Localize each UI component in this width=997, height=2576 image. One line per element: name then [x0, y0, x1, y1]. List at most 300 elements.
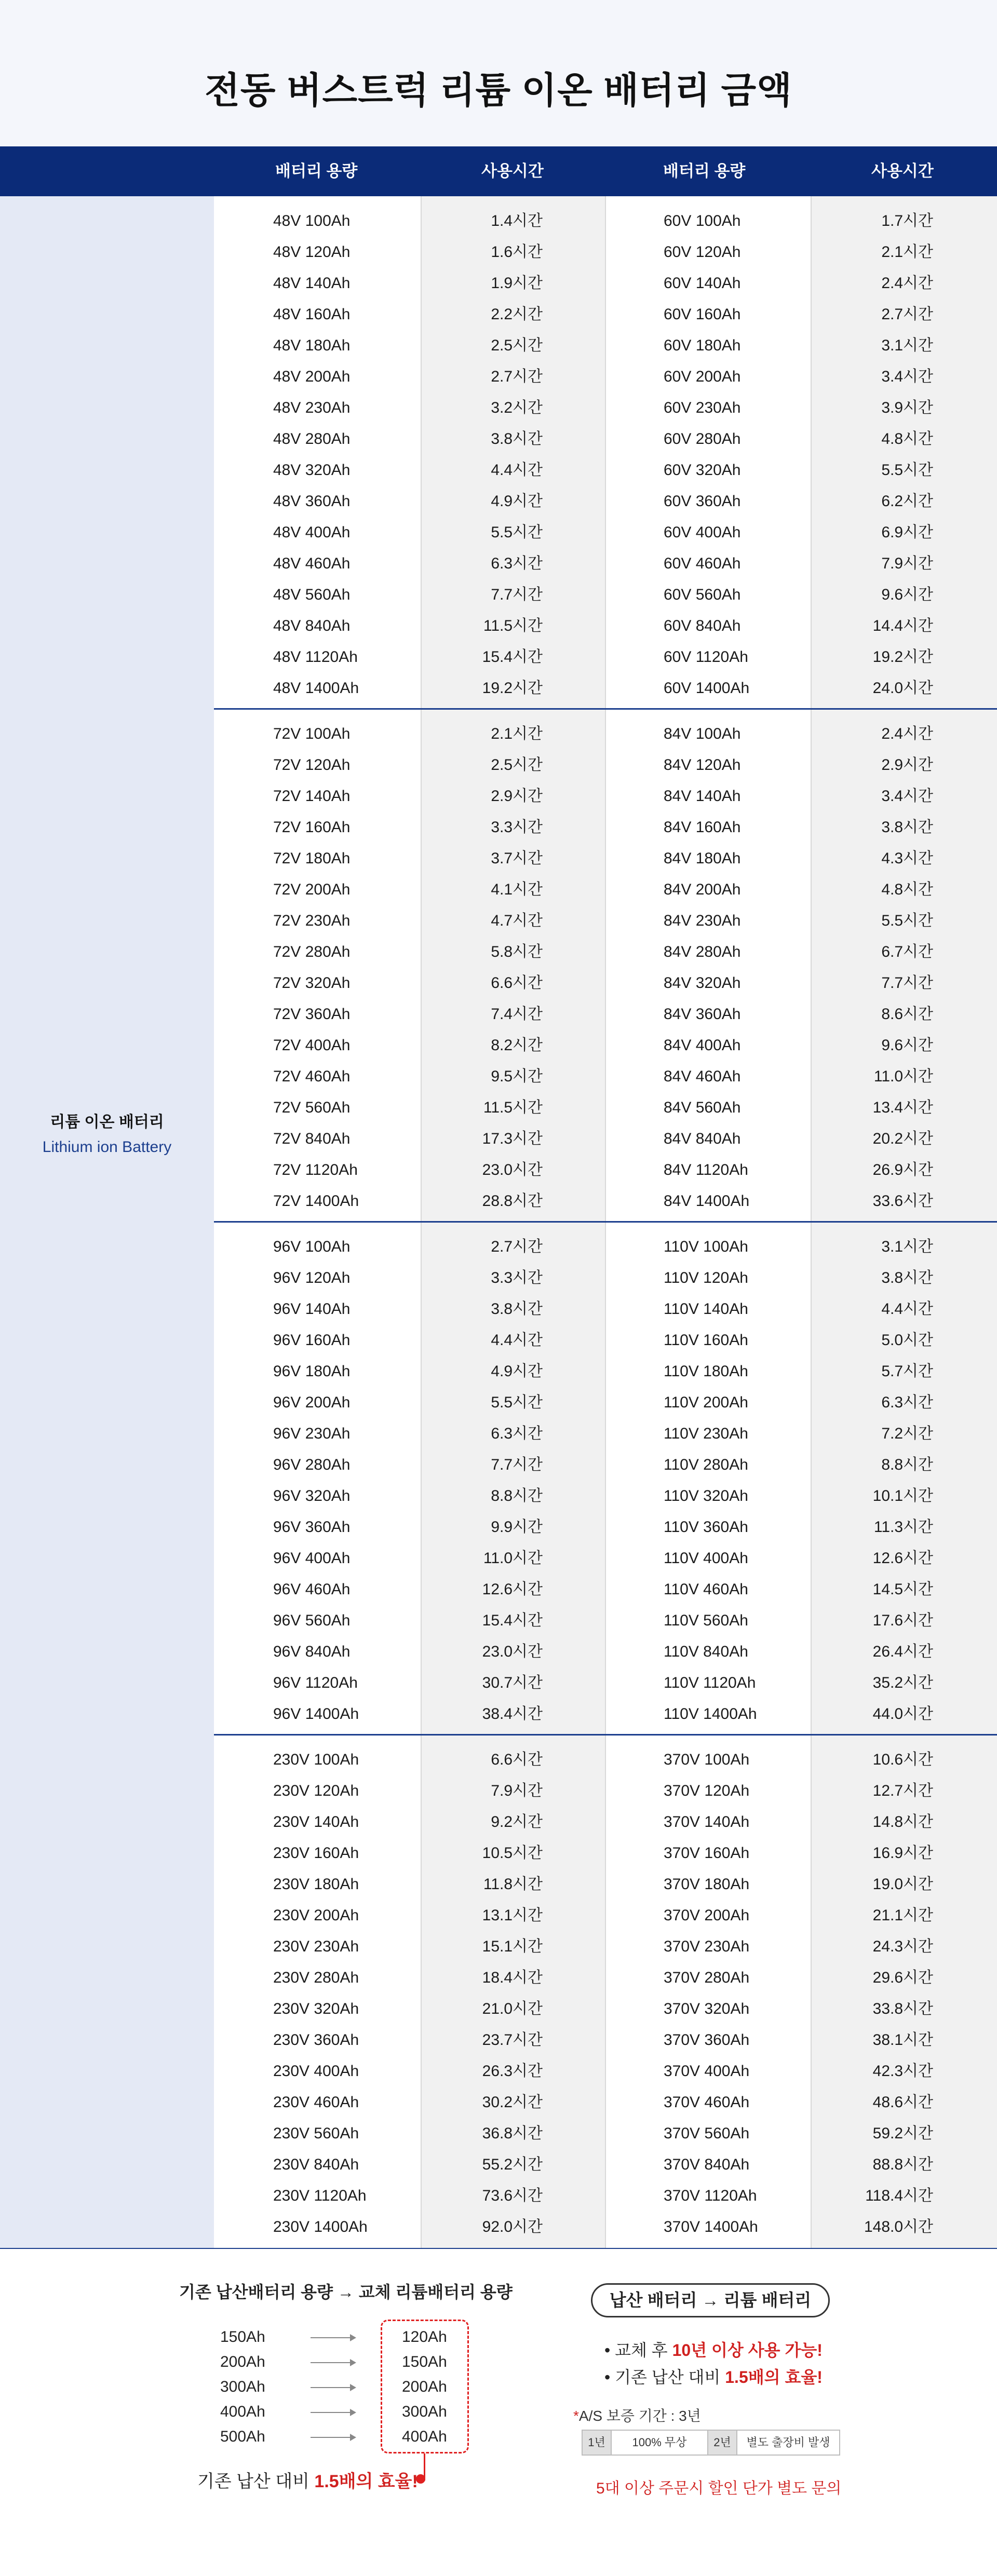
table-header: [0, 146, 997, 196]
battery-capacity-cell: 48V 460Ah: [273, 555, 351, 572]
battery-capacity-cell: 84V 140Ah: [664, 788, 741, 805]
battery-capacity-cell: 60V 1120Ah: [664, 648, 748, 666]
battery-capacity-cell: 60V 100Ah: [664, 212, 741, 229]
battery-capacity-cell: 72V 460Ah: [273, 1068, 351, 1085]
lead-acid-capacity: 400Ah: [220, 2403, 265, 2420]
usage-time-cell: 8.8시간: [881, 1456, 933, 1473]
usage-time-cell: 12.6시간: [872, 1550, 933, 1567]
usage-time-cell: 2.4시간: [881, 725, 933, 742]
battery-capacity-cell: 110V 560Ah: [664, 1612, 748, 1629]
usage-time-cell: 36.8시간: [482, 2125, 543, 2142]
usage-time-cell: 11.8시간: [483, 1876, 543, 1893]
battery-capacity-cell: 370V 280Ah: [664, 1969, 750, 1986]
page-title: 전동 버스트럭 리튬 이온 배터리 금액: [205, 70, 792, 111]
battery-capacity-cell: 84V 560Ah: [664, 1099, 741, 1116]
battery-capacity-cell: 72V 560Ah: [273, 1099, 351, 1116]
usage-time-cell: 7.7시간: [491, 1456, 543, 1473]
battery-capacity-cell: 230V 1400Ah: [273, 2218, 368, 2235]
battery-capacity-cell: 110V 360Ah: [664, 1519, 748, 1536]
battery-capacity-cell: 96V 400Ah: [273, 1550, 351, 1567]
battery-capacity-cell: 110V 400Ah: [664, 1550, 748, 1567]
usage-time-cell: 24.3시간: [872, 1938, 933, 1955]
usage-time-cell: 26.4시간: [872, 1643, 933, 1660]
battery-capacity-cell: 60V 200Ah: [664, 368, 741, 385]
battery-capacity-cell: 96V 460Ah: [273, 1581, 351, 1598]
usage-time-cell: 3.7시간: [491, 850, 543, 867]
battery-capacity-cell: 370V 180Ah: [664, 1876, 750, 1893]
usage-time-cell: 6.6시간: [491, 974, 543, 992]
group-separator: [214, 708, 997, 710]
usage-time-cell: 14.4시간: [872, 617, 933, 634]
battery-capacity-cell: 72V 200Ah: [273, 881, 351, 898]
battery-capacity-cell: 84V 280Ah: [664, 943, 741, 960]
usage-time-cell: 23.0시간: [482, 1161, 543, 1178]
lead-acid-capacity: 150Ah: [220, 2328, 265, 2345]
usage-time-cell: 15.4시간: [482, 1612, 543, 1629]
usage-time-cell: 14.5시간: [872, 1581, 933, 1598]
usage-time-cell: 7.4시간: [491, 1006, 543, 1023]
battery-capacity-cell: 48V 160Ah: [273, 306, 351, 323]
battery-capacity-cell: 60V 560Ah: [664, 586, 741, 603]
usage-time-cell: 35.2시간: [872, 1674, 933, 1691]
column-divider: [605, 196, 606, 2249]
usage-time-cell: 92.0시간: [482, 2218, 543, 2235]
battery-capacity-cell: 230V 160Ah: [273, 1845, 359, 1862]
warranty-paid: 별도 출장비 발생: [746, 2436, 830, 2449]
battery-capacity-cell: 110V 1400Ah: [664, 1705, 757, 1723]
battery-capacity-cell: 96V 840Ah: [273, 1643, 351, 1660]
side-label-ko: 리튬 이온 배터리: [50, 1114, 164, 1131]
usage-time-cell: 19.0시간: [872, 1876, 933, 1893]
usage-time-cell: 24.0시간: [872, 680, 933, 697]
battery-capacity-cell: 72V 100Ah: [273, 725, 351, 742]
usage-time-cell: 2.1시간: [491, 725, 543, 742]
usage-time-cell: 6.3시간: [491, 555, 543, 572]
battery-capacity-cell: 48V 230Ah: [273, 399, 351, 416]
header-capacity-2: 배터리 용량: [663, 162, 746, 180]
usage-time-cell: 18.4시간: [482, 1969, 543, 1986]
battery-capacity-cell: 110V 460Ah: [664, 1581, 748, 1598]
usage-time-cell: 17.6시간: [872, 1612, 933, 1629]
usage-time-cell: 9.9시간: [491, 1519, 543, 1536]
warranty-title-text: A/S 보증 기간 : 3년: [578, 2408, 701, 2424]
battery-capacity-cell: 370V 460Ah: [664, 2094, 750, 2111]
battery-capacity-cell: 60V 280Ah: [664, 430, 741, 448]
usage-time-cell: 15.4시간: [482, 648, 543, 666]
arrow-right-icon: [311, 2437, 355, 2438]
usage-time-cell: 8.2시간: [491, 1037, 543, 1054]
usage-time-cell: 7.9시간: [491, 1782, 543, 1799]
battery-capacity-cell: 60V 230Ah: [664, 399, 741, 416]
battery-capacity-cell: 60V 140Ah: [664, 275, 741, 292]
usage-time-cell: 11.5시간: [483, 617, 543, 634]
usage-time-cell: 33.8시간: [872, 2000, 933, 2017]
lead-acid-capacity: 200Ah: [220, 2353, 265, 2370]
usage-time-cell: 9.5시간: [491, 1068, 543, 1085]
usage-time-cell: 2.4시간: [881, 275, 933, 292]
battery-capacity-cell: 110V 160Ah: [664, 1332, 748, 1349]
usage-time-cell: 2.1시간: [881, 243, 933, 261]
usage-time-cell: 6.6시간: [491, 1751, 543, 1768]
battery-capacity-cell: 72V 400Ah: [273, 1037, 351, 1054]
battery-capacity-cell: 96V 200Ah: [273, 1394, 351, 1411]
battery-capacity-cell: 230V 230Ah: [273, 1938, 359, 1955]
arrow-right-icon: [311, 2337, 355, 2338]
usage-time-cell: 13.4시간: [872, 1099, 933, 1116]
usage-time-cell: 11.3시간: [873, 1519, 933, 1536]
usage-time-cell: 11.5시간: [483, 1099, 543, 1116]
arrow-right-icon: [311, 2362, 355, 2363]
battery-capacity-cell: 370V 840Ah: [664, 2156, 750, 2173]
usage-time-cell: 8.6시간: [881, 1006, 933, 1023]
battery-capacity-cell: 110V 180Ah: [664, 1363, 748, 1380]
battery-capacity-cell: 230V 840Ah: [273, 2156, 359, 2173]
usage-time-cell: 3.3시간: [491, 819, 543, 836]
usage-time-cell: 5.8시간: [491, 943, 543, 960]
battery-capacity-cell: 60V 180Ah: [664, 337, 741, 354]
usage-time-cell: 4.1시간: [491, 881, 543, 898]
usage-time-cell: 4.8시간: [881, 881, 933, 898]
conversion-caption: [197, 2467, 418, 2492]
battery-capacity-cell: 110V 100Ah: [664, 1238, 748, 1255]
battery-capacity-cell: 96V 1120Ah: [273, 1674, 358, 1691]
battery-capacity-cell: 72V 280Ah: [273, 943, 351, 960]
lithium-capacity: 120Ah: [402, 2328, 447, 2345]
battery-capacity-cell: 84V 320Ah: [664, 974, 741, 992]
usage-time-cell: 2.7시간: [491, 1238, 543, 1255]
usage-time-cell: 20.2시간: [872, 1130, 933, 1147]
lithium-capacity: 300Ah: [402, 2403, 447, 2420]
battery-capacity-cell: 230V 460Ah: [273, 2094, 359, 2111]
usage-time-cell: 21.1시간: [872, 1907, 933, 1924]
battery-capacity-cell: 370V 200Ah: [664, 1907, 750, 1924]
usage-time-cell: 26.9시간: [872, 1161, 933, 1178]
battery-capacity-cell: 48V 560Ah: [273, 586, 351, 603]
battery-capacity-cell: 370V 230Ah: [664, 1938, 750, 1955]
battery-capacity-cell: 96V 120Ah: [273, 1269, 351, 1286]
battery-capacity-cell: 72V 180Ah: [273, 850, 351, 867]
battery-capacity-cell: 96V 320Ah: [273, 1487, 351, 1504]
battery-capacity-cell: 96V 100Ah: [273, 1238, 351, 1255]
arrow-right-icon: [311, 2387, 355, 2388]
usage-time-cell: 4.9시간: [491, 1363, 543, 1380]
battery-capacity-cell: 48V 180Ah: [273, 337, 351, 354]
usage-time-cell: 5.5시간: [881, 912, 933, 929]
arrow-right-icon: [311, 2412, 355, 2413]
battery-capacity-cell: 230V 360Ah: [273, 2031, 359, 2049]
battery-capacity-cell: 96V 360Ah: [273, 1519, 351, 1536]
battery-capacity-cell: 230V 280Ah: [273, 1969, 359, 1986]
usage-time-cell: 33.6시간: [872, 1192, 933, 1210]
battery-capacity-cell: 48V 320Ah: [273, 462, 351, 479]
warranty-year-2: 2년: [708, 2431, 737, 2455]
usage-time-cell: 9.6시간: [881, 1037, 933, 1054]
battery-capacity-cell: 48V 140Ah: [273, 275, 351, 292]
battery-capacity-cell: 96V 180Ah: [273, 1363, 351, 1380]
battery-capacity-cell: 84V 230Ah: [664, 912, 741, 929]
battery-capacity-cell: 60V 160Ah: [664, 306, 741, 323]
battery-capacity-cell: 60V 460Ah: [664, 555, 741, 572]
usage-time-cell: 3.4시간: [881, 368, 933, 385]
battery-capacity-cell: 48V 840Ah: [273, 617, 351, 634]
usage-time-cell: 12.7시간: [872, 1782, 933, 1799]
usage-time-cell: 4.7시간: [491, 912, 543, 929]
footer-section: [0, 2249, 997, 2576]
usage-time-cell: 26.3시간: [482, 2063, 543, 2080]
usage-time-cell: 2.9시간: [881, 756, 933, 774]
battery-capacity-cell: 72V 840Ah: [273, 1130, 351, 1147]
usage-time-cell: 28.8시간: [482, 1192, 543, 1210]
battery-table: [0, 196, 997, 2249]
battery-capacity-cell: 84V 400Ah: [664, 1037, 741, 1054]
battery-capacity-cell: 48V 280Ah: [273, 430, 351, 448]
usage-time-cell: 5.7시간: [881, 1363, 933, 1380]
battery-capacity-cell: 72V 1400Ah: [273, 1192, 359, 1210]
usage-time-cell: 3.1시간: [881, 1238, 933, 1255]
battery-capacity-cell: 370V 320Ah: [664, 2000, 750, 2017]
usage-time-cell: 19.2시간: [872, 648, 933, 666]
lead-to-lithium-pill: 납산 배터리 → 리튬 배터리: [591, 2283, 830, 2317]
bullet1-highlight: 10년 이상 사용 가능!: [672, 2341, 823, 2360]
battery-capacity-cell: 96V 280Ah: [273, 1456, 351, 1473]
battery-capacity-cell: 110V 230Ah: [664, 1425, 748, 1442]
usage-time-cell: 8.8시간: [491, 1487, 543, 1504]
battery-capacity-cell: 230V 200Ah: [273, 1907, 359, 1924]
battery-capacity-cell: 72V 320Ah: [273, 974, 351, 992]
usage-time-cell: 4.9시간: [491, 493, 543, 510]
usage-time-cell: 73.6시간: [482, 2187, 543, 2204]
battery-capacity-cell: 72V 360Ah: [273, 1006, 351, 1023]
usage-time-cell: 3.8시간: [881, 819, 933, 836]
battery-capacity-cell: 60V 840Ah: [664, 617, 741, 634]
benefit-bullet-1: [604, 2337, 823, 2361]
battery-capacity-cell: 48V 120Ah: [273, 243, 351, 261]
usage-time-cell: 2.5시간: [491, 756, 543, 774]
battery-capacity-cell: 84V 360Ah: [664, 1006, 741, 1023]
usage-time-cell: 5.5시간: [491, 524, 543, 541]
usage-time-cell: 10.5시간: [482, 1845, 543, 1862]
usage-time-cell: 10.1시간: [872, 1487, 933, 1504]
usage-time-cell: 2.7시간: [881, 306, 933, 323]
usage-time-cell: 9.6시간: [881, 586, 933, 603]
usage-time-cell: 1.6시간: [491, 243, 543, 261]
caption-highlight: 1.5배의 효율!: [314, 2472, 418, 2491]
battery-capacity-cell: 96V 140Ah: [273, 1300, 351, 1318]
bullet2-highlight: 1.5배의 효율!: [725, 2368, 823, 2387]
usage-time-cell: 44.0시간: [872, 1705, 933, 1723]
usage-time-cell: 42.3시간: [872, 2063, 933, 2080]
lead-acid-capacity: 300Ah: [220, 2378, 265, 2395]
battery-capacity-cell: 72V 140Ah: [273, 788, 351, 805]
side-label-en: Lithium ion Battery: [42, 1138, 172, 1156]
warranty-year-1: 1년: [583, 2431, 612, 2455]
usage-time-cell: 11.0시간: [483, 1550, 543, 1567]
lithium-capacity: 400Ah: [402, 2428, 447, 2445]
lead-acid-capacity: 500Ah: [220, 2428, 265, 2445]
battery-capacity-cell: 110V 320Ah: [664, 1487, 748, 1504]
battery-capacity-cell: 230V 100Ah: [273, 1751, 359, 1768]
usage-time-cell: 38.1시간: [872, 2031, 933, 2049]
battery-capacity-cell: 230V 400Ah: [273, 2063, 359, 2080]
usage-time-cell: 6.9시간: [881, 524, 933, 541]
battery-capacity-cell: 96V 230Ah: [273, 1425, 351, 1442]
group-separator: [214, 1734, 997, 1736]
usage-time-cell: 1.7시간: [881, 212, 933, 229]
battery-capacity-cell: 72V 230Ah: [273, 912, 351, 929]
battery-capacity-cell: 60V 1400Ah: [664, 680, 750, 697]
usage-time-cell: 6.2시간: [881, 493, 933, 510]
battery-capacity-cell: 84V 1400Ah: [664, 1192, 750, 1210]
bullet2-prefix: • 기존 납산 대비: [604, 2368, 725, 2387]
usage-time-cell: 3.8시간: [881, 1269, 933, 1286]
battery-capacity-cell: 84V 120Ah: [664, 756, 741, 774]
side-label-cell: [0, 196, 214, 2249]
battery-capacity-cell: 230V 560Ah: [273, 2125, 359, 2142]
usage-time-cell: 3.8시간: [491, 1300, 543, 1318]
usage-time-cell: 1.4시간: [491, 212, 543, 229]
usage-time-cell: 59.2시간: [872, 2125, 933, 2142]
battery-capacity-cell: 96V 160Ah: [273, 1332, 351, 1349]
usage-time-cell: 148.0시간: [864, 2218, 933, 2235]
battery-capacity-cell: 110V 840Ah: [664, 1643, 748, 1660]
battery-capacity-cell: 72V 120Ah: [273, 756, 351, 774]
usage-time-cell: 14.8시간: [872, 1813, 933, 1831]
usage-time-cell: 6.3시간: [491, 1425, 543, 1442]
usage-time-cell: 13.1시간: [482, 1907, 543, 1924]
usage-time-cell: 55.2시간: [482, 2156, 543, 2173]
warranty-title: [573, 2405, 701, 2425]
battery-capacity-cell: 110V 120Ah: [664, 1269, 748, 1286]
battery-capacity-cell: 84V 100Ah: [664, 725, 741, 742]
battery-capacity-cell: 84V 160Ah: [664, 819, 741, 836]
usage-time-cell: 6.7시간: [881, 943, 933, 960]
battery-capacity-cell: 230V 320Ah: [273, 2000, 359, 2017]
usage-time-cell: 10.6시간: [872, 1751, 933, 1768]
usage-time-cell: 23.0시간: [482, 1643, 543, 1660]
battery-capacity-cell: 60V 320Ah: [664, 462, 741, 479]
battery-capacity-cell: 48V 360Ah: [273, 493, 351, 510]
battery-capacity-cell: 48V 400Ah: [273, 524, 351, 541]
usage-time-cell: 118.4시간: [865, 2187, 933, 2204]
usage-time-cell: 11.0시간: [873, 1068, 933, 1085]
battery-capacity-cell: 84V 200Ah: [664, 881, 741, 898]
usage-time-cell: 4.4시간: [491, 462, 543, 479]
usage-time-cell: 7.7시간: [881, 974, 933, 992]
battery-capacity-cell: 110V 200Ah: [664, 1394, 748, 1411]
battery-capacity-cell: 370V 160Ah: [664, 1845, 750, 1862]
battery-capacity-cell: 84V 180Ah: [664, 850, 741, 867]
conversion-title: 기존 납산배터리 용량 → 교체 리튬배터리 용량: [179, 2283, 513, 2301]
battery-capacity-cell: 72V 160Ah: [273, 819, 351, 836]
battery-capacity-cell: 60V 360Ah: [664, 493, 741, 510]
battery-capacity-cell: 370V 560Ah: [664, 2125, 750, 2142]
battery-capacity-cell: 84V 460Ah: [664, 1068, 741, 1085]
bulk-order-note: 5대 이상 주문시 할인 단가 별도 문의: [596, 2480, 842, 2497]
usage-time-cell: 30.7시간: [482, 1674, 543, 1691]
battery-capacity-cell: 110V 280Ah: [664, 1456, 748, 1473]
battery-capacity-cell: 370V 140Ah: [664, 1813, 750, 1831]
header-capacity-1: 배터리 용량: [275, 162, 358, 180]
battery-capacity-cell: 96V 1400Ah: [273, 1705, 359, 1723]
battery-capacity-cell: 48V 1120Ah: [273, 648, 358, 666]
lithium-capacity: 200Ah: [402, 2378, 447, 2395]
usage-time-cell: 2.5시간: [491, 337, 543, 354]
usage-time-cell: 19.2시간: [482, 680, 543, 697]
battery-capacity-cell: 110V 1120Ah: [664, 1674, 756, 1691]
side-label: [0, 1110, 214, 1160]
battery-capacity-cell: 370V 120Ah: [664, 1782, 750, 1799]
usage-time-cell: 1.9시간: [491, 275, 543, 292]
benefit-bullet-2: [604, 2364, 823, 2388]
warranty-star: *: [573, 2408, 579, 2424]
usage-time-cell: 48.6시간: [872, 2094, 933, 2111]
usage-time-cell: 2.7시간: [491, 368, 543, 385]
usage-time-cell: 4.4시간: [491, 1332, 543, 1349]
battery-capacity-cell: 370V 400Ah: [664, 2063, 750, 2080]
usage-time-cell: 2.2시간: [491, 306, 543, 323]
battery-capacity-cell: 370V 360Ah: [664, 2031, 750, 2049]
header-time-1: 사용시간: [481, 162, 544, 180]
battery-capacity-cell: 230V 1120Ah: [273, 2187, 367, 2204]
usage-time-cell: 6.3시간: [881, 1394, 933, 1411]
caption-prefix: 기존 납산 대비: [197, 2472, 315, 2491]
usage-time-cell: 3.4시간: [881, 788, 933, 805]
battery-capacity-cell: 370V 1400Ah: [664, 2218, 758, 2235]
lithium-capacity: 150Ah: [402, 2353, 447, 2370]
usage-time-cell: 17.3시간: [482, 1130, 543, 1147]
usage-time-cell: 9.2시간: [491, 1813, 543, 1831]
usage-time-cell: 23.7시간: [482, 2031, 543, 2049]
warranty-bar: [582, 2430, 840, 2456]
usage-time-cell: 21.0시간: [482, 2000, 543, 2017]
battery-capacity-cell: 48V 1400Ah: [273, 680, 359, 697]
usage-time-cell: 3.2시간: [491, 399, 543, 416]
battery-capacity-cell: 60V 400Ah: [664, 524, 741, 541]
usage-time-cell: 29.6시간: [872, 1969, 933, 1986]
title-section: [0, 0, 997, 146]
header-time-2: 사용시간: [871, 162, 934, 180]
battery-capacity-cell: 230V 140Ah: [273, 1813, 359, 1831]
battery-capacity-cell: 230V 180Ah: [273, 1876, 359, 1893]
battery-capacity-cell: 84V 1120Ah: [664, 1161, 748, 1178]
battery-capacity-cell: 370V 1120Ah: [664, 2187, 757, 2204]
battery-capacity-cell: 48V 100Ah: [273, 212, 351, 229]
battery-capacity-cell: 72V 1120Ah: [273, 1161, 358, 1178]
usage-time-cell: 2.9시간: [491, 788, 543, 805]
usage-time-cell: 30.2시간: [482, 2094, 543, 2111]
battery-capacity-cell: 48V 200Ah: [273, 368, 351, 385]
battery-capacity-cell: 84V 840Ah: [664, 1130, 741, 1147]
usage-time-cell: 16.9시간: [872, 1845, 933, 1862]
usage-time-cell: 38.4시간: [482, 1705, 543, 1723]
usage-time-cell: 5.0시간: [881, 1332, 933, 1349]
usage-time-cell: 7.7시간: [491, 586, 543, 603]
usage-time-cell: 7.2시간: [881, 1425, 933, 1442]
battery-capacity-cell: 370V 100Ah: [664, 1751, 750, 1768]
battery-capacity-cell: 96V 560Ah: [273, 1612, 351, 1629]
usage-time-cell: 3.8시간: [491, 430, 543, 448]
usage-time-cell: 4.4시간: [881, 1300, 933, 1318]
usage-time-cell: 15.1시간: [482, 1938, 543, 1955]
usage-time-cell: 5.5시간: [881, 462, 933, 479]
usage-time-cell: 3.3시간: [491, 1269, 543, 1286]
usage-time-cell: 7.9시간: [881, 555, 933, 572]
battery-capacity-cell: 60V 120Ah: [664, 243, 741, 261]
usage-time-cell: 5.5시간: [491, 1394, 543, 1411]
usage-time-cell: 4.3시간: [881, 850, 933, 867]
battery-capacity-cell: 110V 140Ah: [664, 1300, 748, 1318]
usage-time-cell: 3.1시간: [881, 337, 933, 354]
